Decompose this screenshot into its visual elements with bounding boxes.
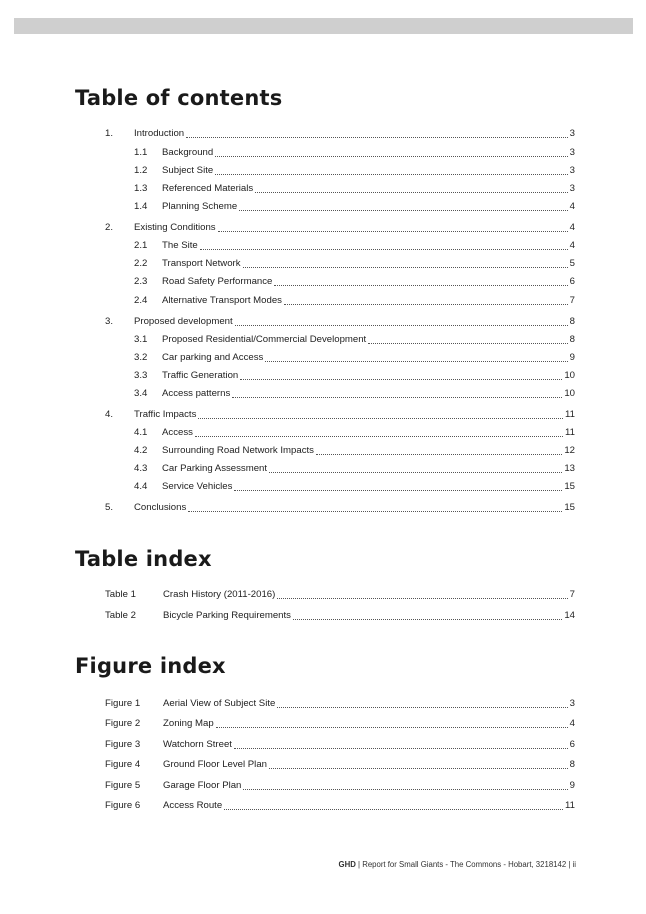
toc-entry-page: 15 bbox=[564, 481, 575, 492]
dot-leader bbox=[218, 230, 568, 232]
toc-entry-line bbox=[162, 181, 575, 197]
dot-leader bbox=[239, 209, 567, 211]
figure-index-entry-page: 11 bbox=[565, 800, 575, 811]
toc-entry-number: 2.1 bbox=[134, 240, 148, 251]
dot-leader bbox=[234, 747, 568, 749]
figure-index-entry-line bbox=[163, 778, 575, 794]
figure-index-entry-title: Aerial View of Subject Site bbox=[163, 698, 276, 709]
table-index-entry[interactable] bbox=[0, 587, 646, 603]
dot-leader bbox=[269, 767, 568, 769]
dot-leader bbox=[200, 248, 568, 250]
toc-entry[interactable] bbox=[0, 350, 646, 366]
toc-entry[interactable] bbox=[0, 368, 646, 384]
dot-leader bbox=[277, 706, 567, 708]
table-index-heading: Table index bbox=[75, 547, 212, 571]
toc-entry-number: 4.1 bbox=[134, 427, 148, 438]
figure-index-entry-title: Access Route bbox=[163, 800, 223, 811]
toc-entry-number: 4.3 bbox=[134, 463, 148, 474]
toc-entry-number: 2.4 bbox=[134, 295, 148, 306]
toc-entry-line bbox=[162, 461, 575, 477]
dot-leader bbox=[240, 378, 562, 380]
figure-index-entry[interactable] bbox=[0, 696, 646, 712]
table-index-entry-title: Bicycle Parking Requirements bbox=[163, 610, 291, 621]
figure-index-entry[interactable] bbox=[0, 798, 646, 814]
toc-entry-title: Transport Network bbox=[162, 258, 241, 269]
table-index-entry-line bbox=[163, 587, 575, 603]
figure-index-entry-number: Figure 2 bbox=[105, 718, 141, 729]
dot-leader bbox=[224, 808, 563, 810]
dot-leader bbox=[198, 417, 563, 419]
toc-entry-title: Referenced Materials bbox=[162, 183, 254, 194]
footer-company: GHD bbox=[338, 860, 356, 869]
toc-entry-page: 4 bbox=[569, 201, 575, 212]
toc-entry-page: 5 bbox=[569, 258, 575, 269]
dot-leader bbox=[186, 136, 568, 138]
toc-entry-line bbox=[162, 274, 575, 290]
figure-index-entry[interactable] bbox=[0, 716, 646, 732]
table-index-entry-page: 14 bbox=[564, 610, 575, 621]
toc-entry-line bbox=[134, 314, 575, 330]
toc-entry-page: 12 bbox=[564, 445, 575, 456]
toc-entry[interactable] bbox=[0, 145, 646, 161]
toc-entry-line bbox=[134, 500, 575, 516]
toc-entry-line bbox=[162, 145, 575, 161]
toc-entry[interactable] bbox=[0, 407, 646, 423]
toc-entry-line bbox=[162, 163, 575, 179]
figure-index-entry-number: Figure 1 bbox=[105, 698, 141, 709]
toc-entry[interactable] bbox=[0, 479, 646, 495]
toc-entry-line bbox=[162, 199, 575, 215]
figure-index-entry-title: Watchorn Street bbox=[163, 739, 232, 750]
toc-entry-line bbox=[134, 126, 575, 142]
figure-index-entry-page: 4 bbox=[569, 718, 575, 729]
figure-index-heading: Figure index bbox=[75, 654, 226, 678]
table-index-entry[interactable] bbox=[0, 608, 646, 624]
toc-entry-number: 3.1 bbox=[134, 334, 148, 345]
toc-entry-line bbox=[162, 332, 575, 348]
dot-leader bbox=[293, 618, 562, 620]
toc-entry-number: 2. bbox=[105, 222, 114, 233]
toc-entry[interactable] bbox=[0, 293, 646, 309]
toc-entry[interactable] bbox=[0, 274, 646, 290]
dot-leader bbox=[188, 510, 562, 512]
toc-entry-title: Access patterns bbox=[162, 388, 231, 399]
table-index-entry-number: Table 1 bbox=[105, 589, 136, 600]
toc-entry-page: 10 bbox=[564, 388, 575, 399]
figure-index-entry-line bbox=[163, 737, 575, 753]
toc-entry-page: 15 bbox=[564, 502, 575, 513]
toc-entry-line bbox=[162, 368, 575, 384]
table-index-entry-number: Table 2 bbox=[105, 610, 136, 621]
toc-entry-number: 4.4 bbox=[134, 481, 148, 492]
toc-entry-number: 1.2 bbox=[134, 165, 148, 176]
toc-entry[interactable] bbox=[0, 199, 646, 215]
figure-index-entry-title: Ground Floor Level Plan bbox=[163, 759, 267, 770]
dot-leader bbox=[277, 597, 567, 599]
toc-entry-title: Existing Conditions bbox=[134, 222, 216, 233]
figure-index-entry-line bbox=[163, 696, 575, 712]
toc-entry-page: 4 bbox=[569, 240, 575, 251]
toc-entry-page: 11 bbox=[565, 427, 575, 438]
toc-entry-title: Service Vehicles bbox=[162, 481, 233, 492]
toc-entry-page: 13 bbox=[564, 463, 575, 474]
dot-leader bbox=[235, 324, 568, 326]
toc-entry-page: 3 bbox=[569, 165, 575, 176]
figure-index-entry-line bbox=[163, 798, 575, 814]
dot-leader bbox=[195, 435, 563, 437]
toc-entry[interactable] bbox=[0, 500, 646, 516]
dot-leader bbox=[274, 284, 567, 286]
toc-entry[interactable] bbox=[0, 256, 646, 272]
dot-leader bbox=[243, 266, 568, 268]
toc-entry-number: 1.4 bbox=[134, 201, 148, 212]
toc-entry-page: 3 bbox=[569, 183, 575, 194]
toc-entry-line bbox=[162, 256, 575, 272]
dot-leader bbox=[255, 191, 567, 193]
toc-entry-title: Proposed Residential/Commercial Development bbox=[162, 334, 367, 345]
toc-entry-number: 1. bbox=[105, 128, 114, 139]
table-index-entry-line bbox=[163, 608, 575, 624]
toc-entry-title: Proposed development bbox=[134, 316, 233, 327]
toc-entry-line bbox=[134, 407, 575, 423]
toc-entry-title: Car Parking Assessment bbox=[162, 463, 268, 474]
toc-entry-title: Access bbox=[162, 427, 193, 438]
toc-entry-page: 9 bbox=[569, 352, 575, 363]
toc-entry[interactable] bbox=[0, 181, 646, 197]
toc-entry-number: 3.2 bbox=[134, 352, 148, 363]
toc-entry-number: 4.2 bbox=[134, 445, 148, 456]
figure-index-entry-number: Figure 3 bbox=[105, 739, 141, 750]
dot-leader bbox=[316, 453, 562, 455]
toc-entry-line bbox=[162, 425, 575, 441]
toc-entry[interactable] bbox=[0, 443, 646, 459]
toc-entry-line bbox=[162, 443, 575, 459]
toc-entry-number: 4. bbox=[105, 409, 114, 420]
figure-index-entry-number: Figure 4 bbox=[105, 759, 141, 770]
figure-index-entry-title: Zoning Map bbox=[163, 718, 214, 729]
dot-leader bbox=[216, 726, 568, 728]
toc-entry-number: 2.3 bbox=[134, 276, 148, 287]
figure-index-entry-line bbox=[163, 716, 575, 732]
toc-entry-title: Conclusions bbox=[134, 502, 187, 513]
dot-leader bbox=[284, 303, 568, 305]
figure-index-entry-page: 3 bbox=[569, 698, 575, 709]
figure-index-entry-number: Figure 6 bbox=[105, 800, 141, 811]
table-index-entry-page: 7 bbox=[569, 589, 575, 600]
toc-entry-page: 3 bbox=[569, 128, 575, 139]
figure-index-entry-page: 8 bbox=[569, 759, 575, 770]
toc-entry-number: 3.4 bbox=[134, 388, 148, 399]
dot-leader bbox=[215, 155, 567, 157]
toc-entry-number: 3. bbox=[105, 316, 114, 327]
toc-entry-number: 1.1 bbox=[134, 147, 148, 158]
toc-entry-page: 11 bbox=[565, 409, 575, 420]
toc-entry[interactable] bbox=[0, 126, 646, 142]
figure-index-entry-line bbox=[163, 757, 575, 773]
toc-entry[interactable] bbox=[0, 163, 646, 179]
toc-entry-title: Planning Scheme bbox=[162, 201, 238, 212]
figure-index-entry-page: 6 bbox=[569, 739, 575, 750]
dot-leader bbox=[269, 471, 562, 473]
toc-entry-line bbox=[162, 350, 575, 366]
toc-entry-line bbox=[162, 238, 575, 254]
figure-index-entry[interactable] bbox=[0, 737, 646, 753]
table-index-entry-title: Crash History (2011-2016) bbox=[163, 589, 276, 600]
toc-entry[interactable] bbox=[0, 425, 646, 441]
figure-index-entry[interactable] bbox=[0, 757, 646, 773]
figure-index-entry-number: Figure 5 bbox=[105, 780, 141, 791]
figure-index-entry-title: Garage Floor Plan bbox=[163, 780, 242, 791]
figure-index-entry-page: 9 bbox=[569, 780, 575, 791]
toc-entry-title: Road Safety Performance bbox=[162, 276, 273, 287]
toc-entry-line bbox=[162, 479, 575, 495]
toc-entry-page: 3 bbox=[569, 147, 575, 158]
toc-entry-title: Background bbox=[162, 147, 214, 158]
toc-entry-title: Surrounding Road Network Impacts bbox=[162, 445, 314, 456]
toc-entry-number: 2.2 bbox=[134, 258, 148, 269]
toc-entry-title: Subject Site bbox=[162, 165, 214, 176]
dot-leader bbox=[243, 788, 567, 790]
toc-entry-number: 5. bbox=[105, 502, 114, 513]
toc-entry-number: 3.3 bbox=[134, 370, 148, 381]
toc-entry[interactable] bbox=[0, 332, 646, 348]
toc-entry-title: Alternative Transport Modes bbox=[162, 295, 282, 306]
toc-entry[interactable] bbox=[0, 461, 646, 477]
footer-text: | Report for Small Giants - The Commons - Hobart, 3218142 | ii bbox=[355, 860, 576, 869]
toc-entry-page: 7 bbox=[569, 295, 575, 306]
toc-entry-title: Traffic Impacts bbox=[134, 409, 197, 420]
toc-entry-title: Introduction bbox=[134, 128, 185, 139]
toc-entry[interactable] bbox=[0, 238, 646, 254]
dot-leader bbox=[215, 173, 567, 175]
toc-entry-title: Traffic Generation bbox=[162, 370, 239, 381]
dot-leader bbox=[232, 396, 562, 398]
toc-heading: Table of contents bbox=[75, 86, 283, 110]
toc-entry-line bbox=[162, 386, 575, 402]
toc-entry-page: 4 bbox=[569, 222, 575, 233]
toc-entry[interactable] bbox=[0, 220, 646, 236]
page-footer bbox=[339, 860, 576, 869]
toc-entry-title: Car parking and Access bbox=[162, 352, 264, 363]
toc-entry-page: 6 bbox=[569, 276, 575, 287]
toc-entry[interactable] bbox=[0, 314, 646, 330]
dot-leader bbox=[265, 360, 567, 362]
dot-leader bbox=[368, 342, 567, 344]
toc-entry-page: 10 bbox=[564, 370, 575, 381]
toc-entry[interactable] bbox=[0, 386, 646, 402]
toc-entry-line bbox=[162, 293, 575, 309]
toc-entry-page: 8 bbox=[569, 316, 575, 327]
toc-entry-page: 8 bbox=[569, 334, 575, 345]
dot-leader bbox=[234, 489, 562, 491]
toc-entry-number: 1.3 bbox=[134, 183, 148, 194]
figure-index-entry[interactable] bbox=[0, 778, 646, 794]
toc-entry-title: The Site bbox=[162, 240, 198, 251]
toc-entry-line bbox=[134, 220, 575, 236]
